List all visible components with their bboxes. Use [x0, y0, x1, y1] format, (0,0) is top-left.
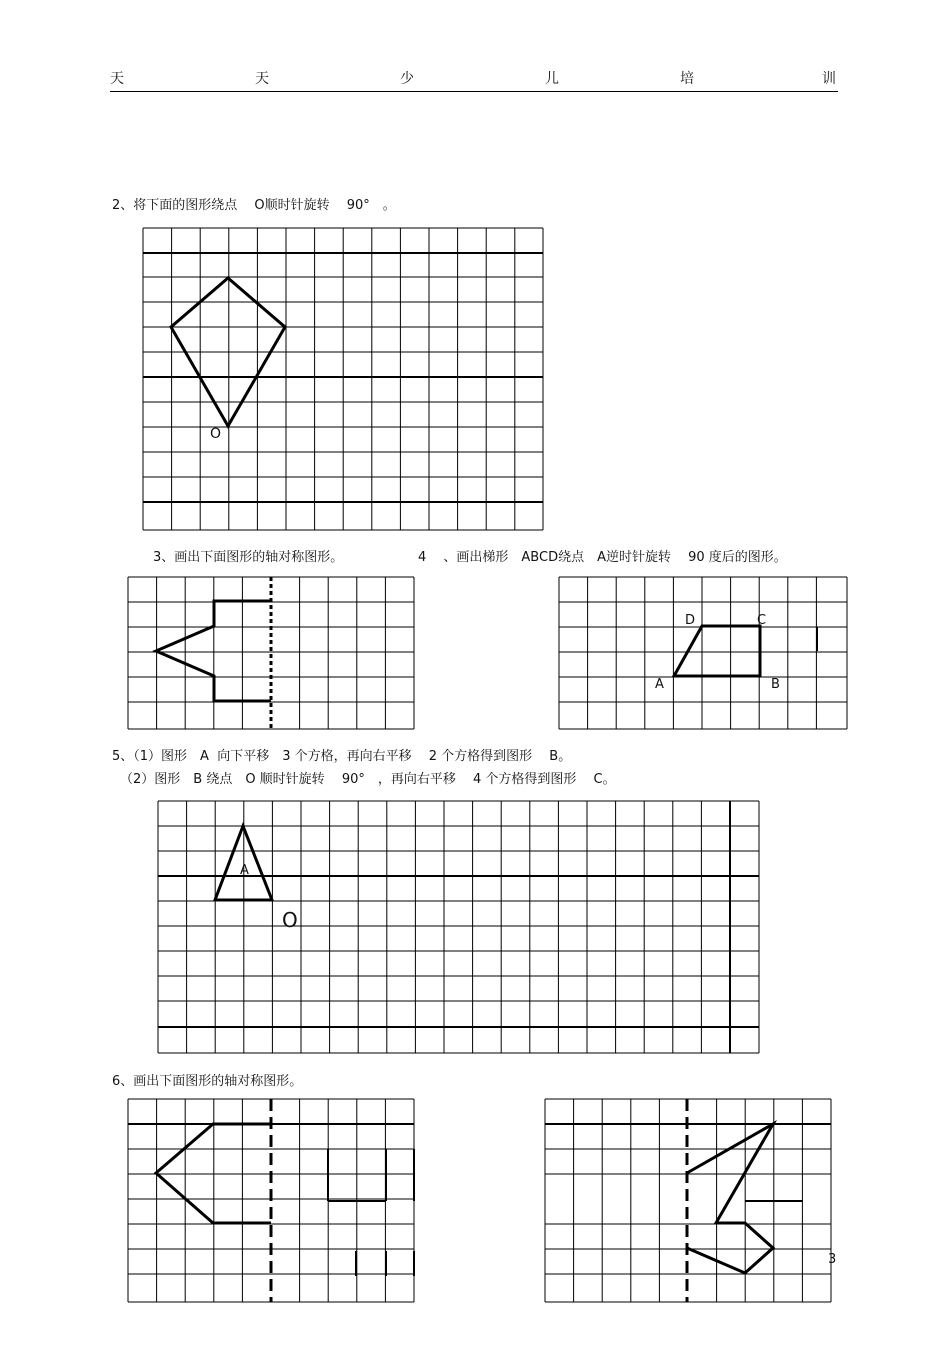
header-rule [110, 91, 838, 92]
shape-a-label: A [240, 863, 249, 878]
grid-q3 [127, 576, 415, 730]
point-o-label: O [210, 426, 222, 442]
vertex-d-label: D [685, 613, 696, 628]
point-o-label-q5: O [282, 908, 298, 932]
question-5-part1-text: 5、（1）图形 A 向下平移 3 个方格，再向右平移 2 个方格得到图形 B。 [112, 749, 572, 764]
grid-q2 [142, 227, 544, 531]
question-2-text: 2、将下面的图形绕点 O顺时针旋转 90° 。 [112, 198, 396, 213]
vertex-a-label: A [655, 677, 664, 692]
vertex-b-label: B [771, 677, 780, 692]
question-5-part2-text: （2）图形 B 绕点 O 顺时针旋转 90° ，再向右平移 4 个方格得到图形 C。 [120, 772, 616, 787]
header-char: 少 [400, 71, 414, 87]
grid-q6-left [127, 1098, 415, 1303]
question-4-text: 4 、画出梯形 ABCD绕点 A逆时针旋转 90 度后的图形。 [418, 550, 787, 565]
grid-q6-right [544, 1098, 832, 1303]
question-6-text: 6、画出下面图形的轴对称图形。 [112, 1074, 303, 1089]
half-shape-q6-right [687, 1124, 773, 1273]
vertex-c-label: C [757, 613, 767, 628]
header-char: 天 [255, 71, 269, 87]
header-char: 训 [822, 71, 836, 87]
grid-q4 [558, 576, 848, 730]
header-char: 天 [110, 71, 124, 87]
grid-q5 [157, 800, 760, 1054]
question-3-text: 3、画出下面图形的轴对称图形。 [153, 550, 344, 565]
trapezoid-abcd [674, 626, 760, 676]
page-number: 3 [828, 1252, 837, 1267]
header-char: 培 [680, 71, 694, 87]
header-char: 儿 [545, 71, 559, 87]
